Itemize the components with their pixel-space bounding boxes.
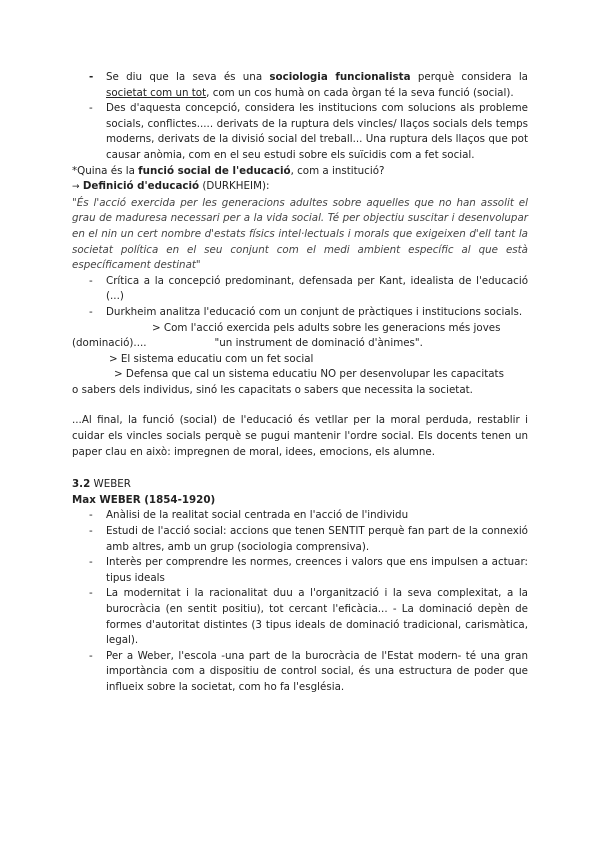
- bullet-dash: -: [89, 525, 93, 538]
- list-item: - Estudi de l'acció social: accions que tenen SENTIT perquè fan part de la connexió amb altres, amb un grup (sociologia comprensiva).: [89, 525, 528, 553]
- sub-point: > El sistema educatiu com un fet social: [109, 352, 314, 365]
- spacer: [72, 398, 528, 413]
- question-line: *Quina és la funció social de l'educació, com a institució?: [72, 164, 385, 177]
- intro-bullet-list: [72, 70, 528, 164]
- durkheim-quote: "És l'acció exercida per les generacions adultes sobre aquelles que no han assolit el grau de maduresa necessari per a la vida social. Té per objectiu suscitar i desenvolupar en el nin un cert nombre d'estats físics intel·lectuals i morals que exigeixen d'ell tant la societat política en el seu conjunt com el medi ambient específic al que està específicament destinat": [72, 196, 528, 272]
- section-heading: 3.2 WEBER: [72, 478, 131, 491]
- bullet-dash: -: [89, 556, 93, 569]
- bullet-dash: -: [89, 509, 93, 522]
- bullet-dash: -: [89, 587, 93, 600]
- bold-term: sociologia funcionalista: [269, 71, 411, 83]
- list-item: - Se diu que la seva és una sociologia funcionalista perquè considera la societat com un tot, com un cos humà on cada òrgan té la seva funció (social).: [89, 71, 528, 99]
- bullet-dash: -: [89, 274, 93, 287]
- bullet-dash: -: [89, 305, 93, 318]
- list-item: - Per a Weber, l'escola -una part de la burocràcia de l'Estat modern- té una gran importància com a dispositiu de control social, és una estructura de poder que influeix sobre la societat, com ho fa l'església.: [89, 649, 528, 693]
- list-item: - Interès per comprendre les normes, creences i valors que ens impulsen a actuar: tipus ideals: [89, 556, 528, 584]
- list-item: - Crítica a la concepció predominant, defensada per Kant, idealista de l'educació (...): [89, 274, 528, 303]
- conclusion-paragraph: ...Al final, la funció (social) de l'educació és vetllar per la moral perduda, restablir i cuidar els vincles socials perquè se pugui mantenir l'ordre social. Els docents tenen un paper clau en això: impregnen de moral, idees, emocions, els alumne.: [72, 414, 528, 458]
- underlined-term: societat com un tot: [106, 86, 207, 99]
- list-item: - Anàlisi de la realitat social centrada en l'acció de l'individu: [72, 508, 528, 524]
- bullet-dash: -: [89, 102, 93, 115]
- arrow-icon: →: [72, 182, 80, 193]
- bullet-dash: -: [89, 71, 94, 83]
- sub-point-continuation: o sabers dels individus, sinó les capacitats o sabers que necessita la societat.: [72, 383, 473, 396]
- bullet-dash: -: [89, 649, 93, 662]
- section-subtitle: Max WEBER (1854-1920): [72, 493, 216, 506]
- document-content: [72, 70, 528, 696]
- list-item: - Des d'aquesta concepció, considera les institucions com solucions als probleme socials, conflictes..... derivats de la ruptura dels vincles/ llaços socials dels temps moderns, derivats de la divisió social del treball... Una ruptura dels llaços que pot causar anòmia, com en el seu estudi sobre els suïcidis com a fet social.: [89, 102, 528, 161]
- weber-bullet-list: [72, 508, 528, 695]
- durkheim-bullet-list: [72, 274, 528, 321]
- sub-point-continuation: (dominació).... "un instrument de dominació d'ànimes".: [72, 337, 423, 350]
- list-item: - La modernitat i la racionalitat duu a l'organització i la seva complexitat, a la burocràcia (en sentit positiu), tot cercant l'eficàcia... - La dominació depèn de formes d'autoritat distintes (3 tipus ideals de dominació tradicional, carismàtica, legal).: [89, 587, 528, 647]
- spacer: [72, 460, 528, 477]
- list-item: - Durkheim analitza l'educació com un conjunt de pràctiques i institucions socials.: [72, 305, 528, 321]
- sub-point: > Defensa que cal un sistema educatiu NO per desenvolupar les capacitats: [114, 368, 504, 381]
- definition-heading: → Definició d'educació (DURKHEIM):: [72, 180, 270, 193]
- sub-point: > Com l'acció exercida pels adults sobre les generacions més joves: [152, 321, 501, 334]
